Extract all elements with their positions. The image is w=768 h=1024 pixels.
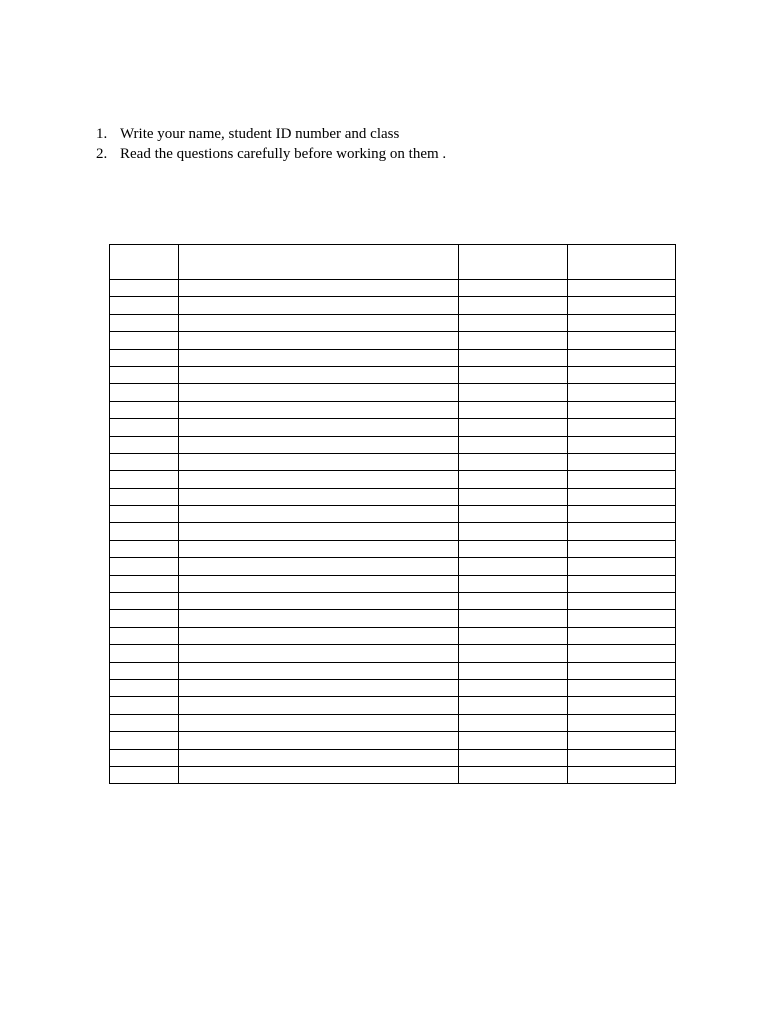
table-cell <box>568 488 676 505</box>
table-cell <box>568 593 676 610</box>
table-cell <box>459 314 568 331</box>
table-row <box>110 366 676 383</box>
table-row <box>110 662 676 679</box>
table-cell <box>568 714 676 731</box>
table-row <box>110 419 676 436</box>
table-row <box>110 401 676 418</box>
table-cell <box>459 384 568 401</box>
table-cell <box>459 401 568 418</box>
table-cell <box>179 645 459 662</box>
table-cell <box>459 366 568 383</box>
table-cell <box>179 349 459 366</box>
table-cell <box>459 436 568 453</box>
table-row <box>110 436 676 453</box>
table-cell <box>568 419 676 436</box>
table-header-cell <box>459 245 568 280</box>
table-cell <box>568 540 676 557</box>
table-cell <box>179 453 459 470</box>
table-cell <box>568 662 676 679</box>
table-row <box>110 697 676 714</box>
table-cell <box>179 697 459 714</box>
table-cell <box>568 610 676 627</box>
table-cell <box>110 384 179 401</box>
table-row <box>110 749 676 766</box>
table-cell <box>568 749 676 766</box>
table-row <box>110 314 676 331</box>
table-cell <box>179 297 459 314</box>
instruction-number: 1. <box>96 126 108 142</box>
table-cell <box>179 679 459 696</box>
table-row <box>110 714 676 731</box>
table-cell <box>179 627 459 644</box>
table-cell <box>179 332 459 349</box>
table-cell <box>179 523 459 540</box>
instructions-list <box>96 125 446 164</box>
table-cell <box>459 627 568 644</box>
table-cell <box>459 349 568 366</box>
table-cell <box>568 349 676 366</box>
table-cell <box>568 575 676 592</box>
table-cell <box>568 766 676 783</box>
instruction-number: 2. <box>96 145 108 162</box>
table-cell <box>179 662 459 679</box>
table-row <box>110 540 676 557</box>
table-cell <box>179 610 459 627</box>
table-cell <box>459 280 568 297</box>
instruction-text: Read the questions carefully before working on them . <box>120 145 447 162</box>
table-row <box>110 766 676 783</box>
table-row <box>110 280 676 297</box>
table-cell <box>179 401 459 418</box>
table-cell <box>110 679 179 696</box>
table-cell <box>110 297 179 314</box>
table-cell <box>459 297 568 314</box>
table-cell <box>459 766 568 783</box>
table-cell <box>110 366 179 383</box>
table-cell <box>179 436 459 453</box>
table-cell <box>179 314 459 331</box>
table-cell <box>110 662 179 679</box>
table-row <box>110 297 676 314</box>
table-cell <box>568 627 676 644</box>
table-cell <box>110 349 179 366</box>
table-cell <box>110 575 179 592</box>
table-cell <box>110 506 179 523</box>
table-row <box>110 732 676 749</box>
table-cell <box>459 471 568 488</box>
table-cell <box>568 332 676 349</box>
table-cell <box>110 436 179 453</box>
table-cell <box>568 366 676 383</box>
table-cell <box>459 488 568 505</box>
table-row <box>110 471 676 488</box>
table-cell <box>179 471 459 488</box>
table-cell <box>110 610 179 627</box>
table-cell <box>568 471 676 488</box>
table-cell <box>110 732 179 749</box>
table-cell <box>110 419 179 436</box>
table-cell <box>568 384 676 401</box>
table-cell <box>179 488 459 505</box>
table-cell <box>110 749 179 766</box>
table-cell <box>179 384 459 401</box>
table-header-cell <box>568 245 676 280</box>
table-cell <box>179 280 459 297</box>
table-cell <box>459 523 568 540</box>
table-cell <box>179 558 459 575</box>
table-row <box>110 453 676 470</box>
table-cell <box>459 506 568 523</box>
table-header-cell <box>110 245 179 280</box>
table-cell <box>110 540 179 557</box>
table-row <box>110 506 676 523</box>
instruction-item <box>96 125 446 145</box>
table-cell <box>568 280 676 297</box>
table-row <box>110 558 676 575</box>
table-row <box>110 610 676 627</box>
table-cell <box>110 471 179 488</box>
table-row <box>110 627 676 644</box>
table-header-row <box>110 245 676 280</box>
table-cell <box>459 679 568 696</box>
instruction-text: Write your name, student ID number and class <box>120 126 400 142</box>
table-row <box>110 332 676 349</box>
table-row <box>110 679 676 696</box>
table-row <box>110 488 676 505</box>
table-cell <box>568 732 676 749</box>
table-cell <box>110 523 179 540</box>
table-cell <box>110 401 179 418</box>
table-cell <box>459 662 568 679</box>
table-cell <box>110 627 179 644</box>
table-cell <box>568 401 676 418</box>
table-row <box>110 523 676 540</box>
table-cell <box>568 645 676 662</box>
table-cell <box>179 732 459 749</box>
table-cell <box>459 593 568 610</box>
table-row <box>110 349 676 366</box>
answer-table-body <box>110 245 676 784</box>
table-cell <box>568 558 676 575</box>
table-cell <box>459 645 568 662</box>
table-cell <box>110 453 179 470</box>
table-cell <box>179 419 459 436</box>
table-cell <box>179 749 459 766</box>
table-cell <box>110 488 179 505</box>
table-cell <box>459 610 568 627</box>
answer-table <box>109 244 676 784</box>
instruction-item <box>96 145 446 165</box>
table-cell <box>568 679 676 696</box>
table-cell <box>459 419 568 436</box>
table-cell <box>568 506 676 523</box>
table-cell <box>459 749 568 766</box>
table-cell <box>110 280 179 297</box>
table-cell <box>459 714 568 731</box>
table-cell <box>110 697 179 714</box>
table-cell <box>459 732 568 749</box>
table-row <box>110 645 676 662</box>
table-row <box>110 593 676 610</box>
table-cell <box>568 297 676 314</box>
table-header-cell <box>179 245 459 280</box>
table-cell <box>459 575 568 592</box>
table-cell <box>179 714 459 731</box>
table-cell <box>110 558 179 575</box>
table-cell <box>110 593 179 610</box>
table-cell <box>110 314 179 331</box>
table-cell <box>179 575 459 592</box>
table-cell <box>110 766 179 783</box>
table-cell <box>110 645 179 662</box>
table-row <box>110 575 676 592</box>
table-cell <box>179 766 459 783</box>
table-cell <box>110 332 179 349</box>
table-cell <box>459 540 568 557</box>
table-cell <box>110 714 179 731</box>
table-cell <box>568 523 676 540</box>
table-cell <box>459 453 568 470</box>
table-cell <box>459 697 568 714</box>
table-cell <box>568 453 676 470</box>
table-cell <box>179 366 459 383</box>
table-cell <box>179 506 459 523</box>
table-row <box>110 384 676 401</box>
table-cell <box>568 314 676 331</box>
table-cell <box>568 436 676 453</box>
table-cell <box>459 558 568 575</box>
table-cell <box>179 593 459 610</box>
table-cell <box>179 540 459 557</box>
table-cell <box>568 697 676 714</box>
table-cell <box>459 332 568 349</box>
